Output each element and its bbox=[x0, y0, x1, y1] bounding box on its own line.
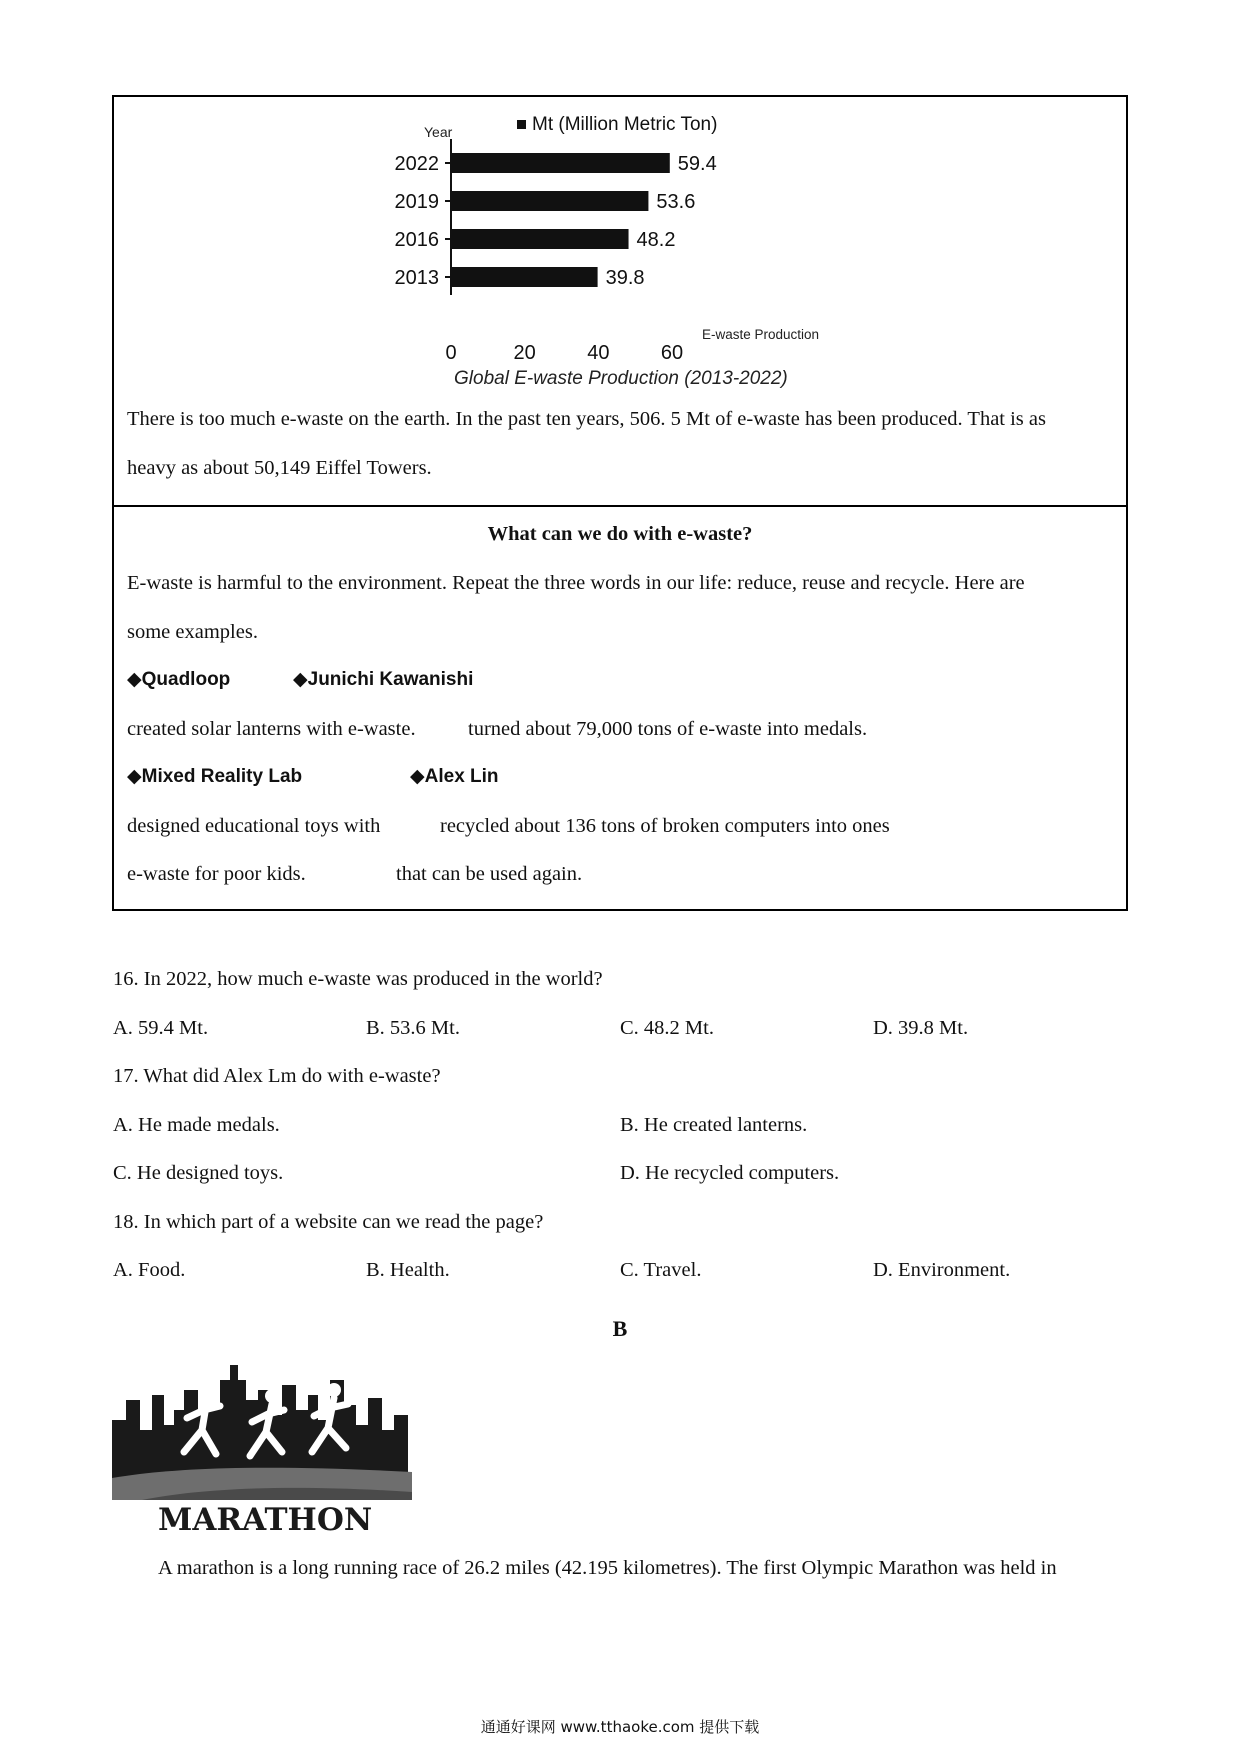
question-18-option-a[interactable]: A. Food. bbox=[113, 1259, 186, 1281]
question-18-option-d[interactable]: D. Environment. bbox=[873, 1259, 1011, 1281]
bullet-icon: ◆ bbox=[127, 766, 142, 787]
ewaste-chart bbox=[114, 97, 1126, 397]
section-title: What can we do with e-waste? bbox=[487, 523, 753, 545]
intro-line-1: There is too much e-waste on the earth. In the past ten years, 506. 5 Mt of e-waste has been produced. That is as bbox=[127, 408, 1046, 430]
legend-swatch bbox=[517, 120, 526, 129]
x-axis-label: E-waste Production bbox=[702, 327, 820, 342]
example-quadloop-desc: created solar lanterns with e-waste. bbox=[127, 718, 416, 740]
marathon-paragraph: A marathon is a long running race of 26.2 miles (42.195 kilometres). The first Olympic Marathon was held in bbox=[158, 1557, 1057, 1579]
y-axis-label: Year bbox=[424, 124, 453, 140]
section-b-label: B bbox=[612, 1316, 628, 1341]
example-quadloop-name: ◆Quadloop bbox=[127, 669, 231, 690]
example-mixed-reality-desc-1: designed educational toys with bbox=[127, 815, 381, 837]
x-tick-label: 0 bbox=[445, 342, 457, 364]
question-16-option-c[interactable]: C. 48.2 Mt. bbox=[620, 1017, 714, 1039]
bar bbox=[451, 267, 598, 287]
chart-svg bbox=[114, 97, 1126, 397]
example-mixed-reality-name: ◆Mixed Reality Lab bbox=[127, 766, 303, 787]
x-tick-label: 40 bbox=[587, 342, 610, 364]
example-mixed-reality-desc-2: e-waste for poor kids. bbox=[127, 863, 306, 885]
article-box bbox=[112, 95, 1128, 911]
y-tick-label: 2022 bbox=[394, 153, 439, 175]
example-kawanishi-desc: turned about 79,000 tons of e-waste into medals. bbox=[468, 718, 868, 740]
x-tick-label: 60 bbox=[660, 342, 684, 364]
question-16-option-a[interactable]: A. 59.4 Mt. bbox=[113, 1017, 209, 1039]
question-18-option-b[interactable]: B. Health. bbox=[366, 1259, 450, 1281]
bar-value-label: 48.2 bbox=[636, 229, 676, 251]
question-17-option-d[interactable]: D. He recycled computers. bbox=[620, 1162, 840, 1184]
question-17-option-c[interactable]: C. He designed toys. bbox=[113, 1162, 284, 1184]
example-alex-lin-desc-2: that can be used again. bbox=[396, 863, 583, 885]
question-16-option-d[interactable]: D. 39.8 Mt. bbox=[873, 1017, 969, 1039]
question-18-option-c[interactable]: C. Travel. bbox=[620, 1259, 702, 1281]
question-17-option-b[interactable]: B. He created lanterns. bbox=[620, 1114, 808, 1136]
bar-value-label: 59.4 bbox=[677, 153, 717, 175]
example-alex-lin-name: ◆Alex Lin bbox=[410, 766, 499, 787]
footer-credit: 通通好课网 www.tthaoke.com 提供下载 bbox=[480, 1718, 760, 1736]
bar-value-label: 53.6 bbox=[656, 191, 696, 213]
y-tick-label: 2019 bbox=[394, 191, 439, 213]
legend-label: Mt (Million Metric Ton) bbox=[532, 114, 718, 135]
y-tick-label: 2016 bbox=[394, 229, 439, 251]
question-16-stem: 16. In 2022, how much e-waste was produced in the world? bbox=[113, 968, 603, 990]
question-17-stem: 17. What did Alex Lm do with e-waste? bbox=[113, 1065, 441, 1087]
bar-value-label: 39.8 bbox=[605, 267, 645, 289]
intro-line-2: heavy as about 50,149 Eiffel Towers. bbox=[127, 457, 432, 479]
example-kawanishi-name: ◆Junichi Kawanishi bbox=[293, 669, 474, 690]
bar bbox=[451, 153, 670, 173]
example-alex-lin-desc-1: recycled about 136 tons of broken computers into ones bbox=[440, 815, 890, 837]
marathon-logo-word: MARATHON bbox=[158, 1502, 373, 1538]
body-line-1: E-waste is harmful to the environment. Repeat the three words in our life: reduce, reuse and recycle. Here are bbox=[127, 572, 1025, 594]
body-line-2: some examples. bbox=[127, 621, 258, 643]
question-16-option-b[interactable]: B. 53.6 Mt. bbox=[366, 1017, 460, 1039]
bullet-icon: ◆ bbox=[293, 669, 308, 690]
bar bbox=[451, 191, 648, 211]
y-tick-label: 2013 bbox=[394, 267, 439, 289]
bullet-icon: ◆ bbox=[127, 669, 142, 690]
question-18-stem: 18. In which part of a website can we read the page? bbox=[113, 1211, 544, 1233]
bullet-icon: ◆ bbox=[410, 766, 425, 787]
box-divider bbox=[114, 505, 1126, 507]
x-tick-label: 20 bbox=[513, 342, 536, 364]
bar bbox=[451, 229, 629, 249]
chart-caption: Global E-waste Production (2013-2022) bbox=[454, 368, 788, 389]
question-17-option-a[interactable]: A. He made medals. bbox=[113, 1114, 280, 1136]
